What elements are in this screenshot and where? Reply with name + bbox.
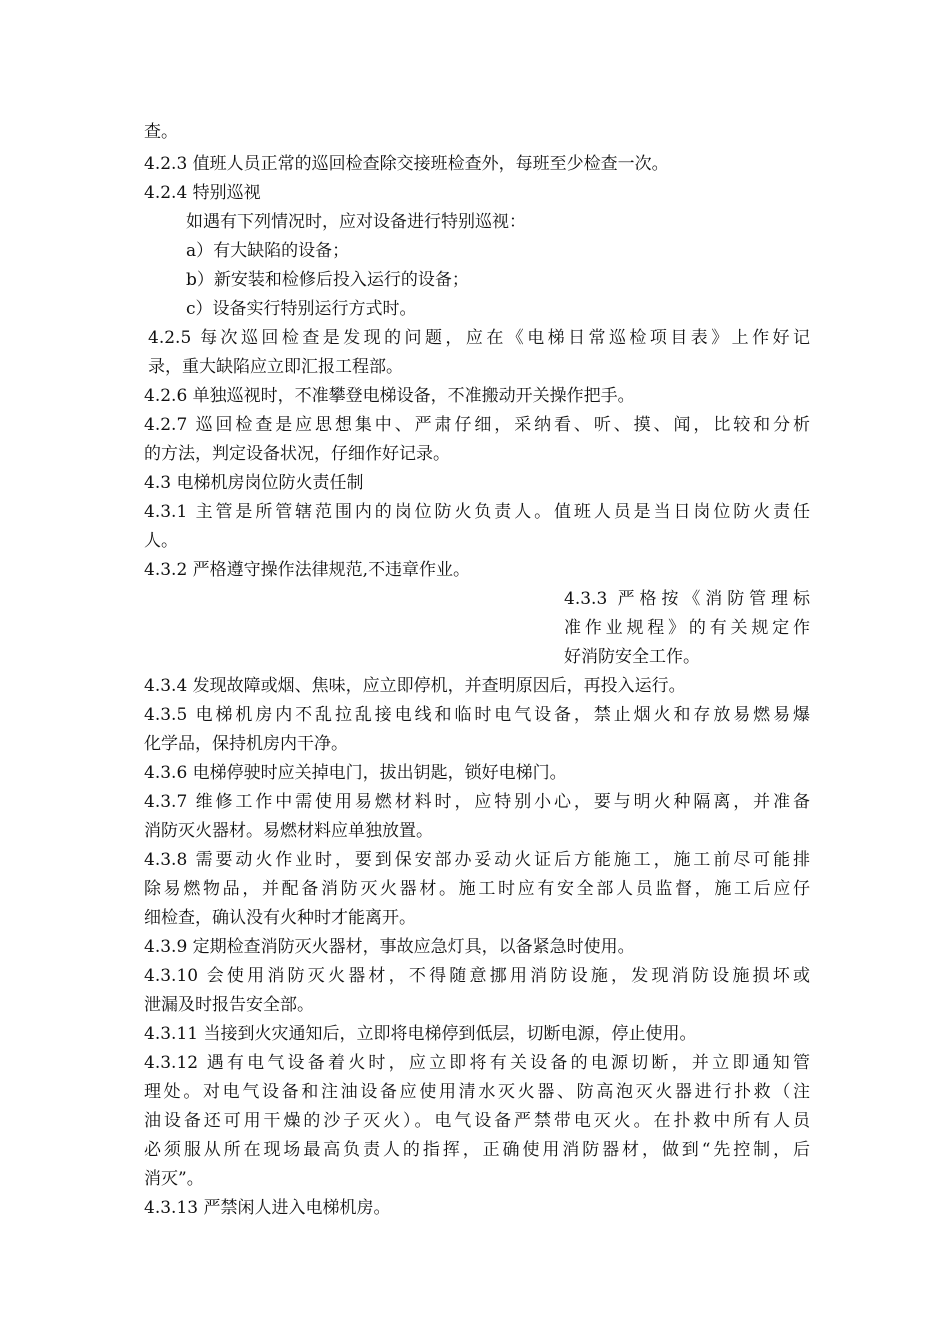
list-item: c）设备实行特别运行方式时。 xyxy=(186,299,417,319)
text-line: 4.3.7 维修工作中需使用易燃材料时，应特别小心，要与明火种隔离，并准备 xyxy=(144,792,810,812)
text-line: 4.2.5 每次巡回检查是发现的问题，应在《电梯日常巡检项目表》上作好记 xyxy=(148,328,810,348)
text-line: 油设备还可用干燥的沙子灭火）。电气设备严禁带电灭火。在扑救中所有人员 xyxy=(144,1111,810,1131)
text-line: 4.2.6 单独巡视时，不准攀登电梯设备，不准搬动开关操作把手。 xyxy=(144,386,635,406)
text-line: 泄漏及时报告安全部。 xyxy=(144,995,314,1015)
list-item: b）新安装和检修后投入运行的设备； xyxy=(186,270,469,290)
text-line: 4.3.6 电梯停驶时应关掉电门，拔出钥匙，锁好电梯门。 xyxy=(144,763,567,783)
text-line: 如遇有下列情况时，应对设备进行特别巡视： xyxy=(186,212,526,232)
text-line: 4.3.4 发现故障或烟、焦味，应立即停机，并查明原因后，再投入运行。 xyxy=(144,676,686,696)
list-item: a）有大缺陷的设备； xyxy=(186,241,350,261)
text-line: 好消防安全工作。 xyxy=(564,647,700,667)
text-line: 4.2.7 巡回检查是应思想集中、严肃仔细，采纳看、听、摸、闻，比较和分析 xyxy=(144,415,810,435)
text-line: 消防灭火器材。易燃材料应单独放置。 xyxy=(144,821,433,841)
text-line: 4.2.4 特别巡视 xyxy=(144,183,261,203)
text-line: 准作业规程》的有关规定作 xyxy=(564,618,810,638)
text-line: 化学品，保持机房内干净。 xyxy=(144,734,348,754)
text-line: 4.3.3 严格按《消防管理标 xyxy=(564,589,810,609)
text-line: 4.3.13 严禁闲人进入电梯机房。 xyxy=(144,1198,391,1218)
text-line: 4.3.9 定期检查消防灭火器材，事故应急灯具，以备紧急时使用。 xyxy=(144,937,635,957)
text-line: 4.3.1 主管是所管辖范围内的岗位防火负责人。值班人员是当日岗位防火责任 xyxy=(144,502,810,522)
text-line: 4.2.3 值班人员正常的巡回检查除交接班检查外，每班至少检查一次。 xyxy=(144,154,669,174)
text-line: 的方法，判定设备状况，仔细作好记录。 xyxy=(144,444,450,464)
text-line: 4.3.11 当接到火灾通知后，立即将电梯停到低层，切断电源，停止使用。 xyxy=(144,1024,697,1044)
text-line: 录，重大缺陷应立即汇报工程部。 xyxy=(148,357,403,377)
text-line: 理处。对电气设备和注油设备应使用清水灭火器、防高泡灭火器进行扑救（注 xyxy=(144,1082,810,1102)
section-heading: 4.3 电梯机房岗位防火责任制 xyxy=(144,473,364,493)
text-line: 除易燃物品，并配备消防灭火器材。施工时应有安全部人员监督，施工后应仔 xyxy=(144,879,810,899)
text-line: 4.3.2 严格遵守操作法律规范,不违章作业。 xyxy=(144,560,471,580)
text-line: 人。 xyxy=(144,531,178,551)
text-line: 4.3.12 遇有电气设备着火时，应立即将有关设备的电源切断，并立即通知管 xyxy=(144,1053,810,1073)
text-line: 必须服从所在现场最高负责人的指挥，正确使用消防器材，做到“先控制，后 xyxy=(144,1140,810,1160)
text-line: 4.3.8 需要动火作业时，要到保安部办妥动火证后方能施工，施工前尽可能排 xyxy=(144,850,810,870)
text-line: 4.3.5 电梯机房内不乱拉乱接电线和临时电气设备，禁止烟火和存放易燃易爆 xyxy=(144,705,810,725)
text-line: 4.3.10 会使用消防灭火器材，不得随意挪用消防设施，发现消防设施损坏或 xyxy=(144,966,810,986)
text-line: 查。 xyxy=(144,122,178,142)
text-line: 细检查，确认没有火种时才能离开。 xyxy=(144,908,416,928)
text-line: 消灭”。 xyxy=(144,1169,204,1189)
